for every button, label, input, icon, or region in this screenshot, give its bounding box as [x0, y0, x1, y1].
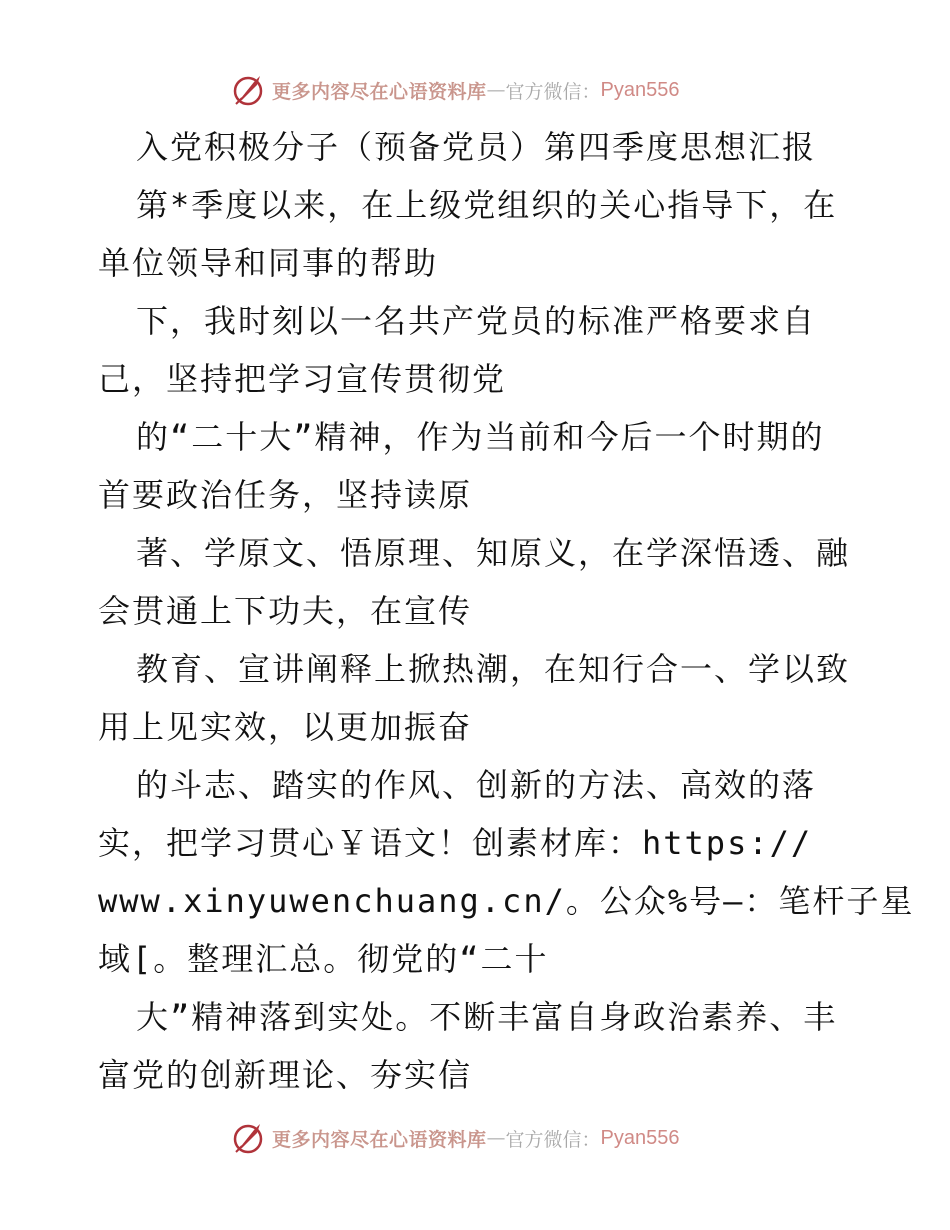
- paragraph-line: 大”精神落到实处。不断丰富自身政治素养、丰: [136, 998, 838, 1036]
- banner-separator: —: [486, 1127, 506, 1149]
- paragraph-line: 富党的创新理论、夯实信: [98, 1056, 473, 1094]
- paragraph-line: www.xinyuwenchuang.cn/。公众%号—：笔杆子星: [98, 882, 915, 920]
- banner-main-text: 更多内容尽在心语资料库: [272, 80, 487, 103]
- banner-wechat-label: 官方微信：: [505, 80, 601, 103]
- paragraph-line: 实，把学习贯心￥语文！创素材库：https://: [98, 824, 813, 862]
- paragraph-line: 单位领导和同事的帮助: [98, 244, 439, 282]
- paragraph-line: 教育、宣讲阐释上掀热潮，在知行合一、学以致: [136, 650, 851, 688]
- paragraph-line: 用上见实效，以更加振奋: [98, 708, 473, 746]
- header-banner: [230, 70, 730, 110]
- paragraph-line: 第*季度以来，在上级党组织的关心指导下，在: [136, 186, 838, 224]
- paragraph-line: 的“二十大”精神，作为当前和今后一个时期的: [136, 418, 825, 456]
- banner-wechat-id: Pyan556: [600, 78, 680, 101]
- paragraph-line: 下，我时刻以一名共产党员的标准严格要求自: [136, 302, 817, 340]
- paragraph-line: 著、学原文、悟原理、知原义，在学深悟透、融: [136, 534, 851, 572]
- footer-banner: [230, 1118, 730, 1158]
- paragraph-line: 首要政治任务，坚持读原: [98, 476, 473, 514]
- paragraph-line: 域[。整理汇总。彻党的“二十: [98, 940, 549, 978]
- banner-wechat-id: Pyan556: [600, 1126, 680, 1149]
- quill-pen-logo-icon: [230, 1120, 266, 1156]
- banner-main-text: 更多内容尽在心语资料库: [272, 1128, 487, 1151]
- quill-pen-logo-icon: [230, 72, 266, 108]
- paragraph-line: 会贯通上下功夫，在宣传: [98, 592, 473, 630]
- paragraph-line: 的斗志、踏实的作风、创新的方法、高效的落: [136, 766, 817, 804]
- document-title: 入党积极分子（预备党员）第四季度思想汇报: [136, 128, 817, 166]
- banner-wechat-label: 官方微信：: [505, 1128, 601, 1151]
- banner-separator: —: [486, 79, 506, 101]
- document-body: [98, 118, 915, 1104]
- paragraph-line: 己，坚持把学习宣传贯彻党: [98, 360, 507, 398]
